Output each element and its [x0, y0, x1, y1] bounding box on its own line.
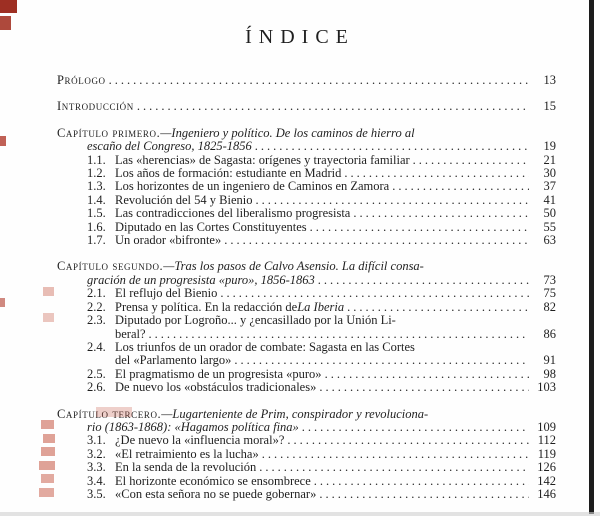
page-number: 55 — [543, 220, 556, 234]
page-number: 142 — [537, 474, 556, 488]
dot-leader — [287, 434, 529, 447]
scan-artifact — [0, 512, 600, 516]
chapter-title: —Tras los pasos de Calvo Asensio. La difícil consa- — [163, 260, 424, 274]
dot-leader — [392, 180, 529, 193]
toc-line — [57, 287, 556, 300]
dot-leader — [259, 461, 529, 474]
page-number: 30 — [543, 167, 556, 181]
toc-entry — [57, 301, 556, 314]
entry-number: 1.4. — [87, 193, 106, 207]
toc-line — [57, 341, 556, 354]
toc-entry — [57, 74, 556, 87]
entry-number: 1.2. — [87, 167, 106, 181]
scan-artifact — [96, 407, 132, 417]
entry-number: 3.4. — [87, 474, 106, 488]
entry-number: 2.6. — [87, 381, 106, 395]
entry-label: Los triunfos de un orador de combate: Sagasta en las Cortes — [115, 340, 415, 354]
chapter-title-runover: rio (1863-1868): «Hagamos política fina» — [87, 420, 299, 434]
toc-line — [57, 475, 556, 488]
toc-entry — [57, 207, 556, 220]
entry-label: «Con esta señora no se puede gobernar» — [115, 487, 317, 501]
chapter-title-runover: gración de un progresista «puro», 1856-1863 — [87, 273, 315, 287]
toc-line — [57, 368, 556, 381]
dot-leader — [413, 154, 529, 167]
toc-entry — [57, 127, 556, 154]
entry-number: 1.6. — [87, 220, 106, 234]
dot-leader — [234, 354, 529, 367]
entry-number: 1.7. — [87, 234, 106, 248]
toc-entry — [57, 234, 556, 247]
entry-number: 3.3. — [87, 461, 106, 475]
entry-number: 3.1. — [87, 434, 106, 448]
toc-entry — [57, 100, 556, 113]
entry-label: Los años de formación: estudiante en Madrid — [115, 167, 342, 181]
entry-label: Diputado por Logroño... y ¿encasillado por la Unión Li- — [115, 314, 396, 328]
toc-line — [57, 100, 556, 113]
scan-artifact — [39, 488, 54, 497]
toc-line — [57, 301, 556, 314]
entry-number: 2.3. — [87, 314, 106, 328]
scan-artifact — [39, 461, 55, 470]
toc-entry — [57, 461, 556, 474]
toc-entry — [57, 180, 556, 193]
page-number: 19 — [543, 140, 556, 154]
dot-leader — [344, 167, 529, 180]
scan-artifact — [0, 298, 5, 307]
toc-line — [57, 127, 556, 140]
toc-line — [57, 140, 556, 153]
dot-leader — [319, 381, 529, 394]
page-number: 41 — [543, 193, 556, 207]
page-number: 63 — [543, 234, 556, 248]
page-number: 119 — [537, 447, 556, 461]
scan-artifact — [41, 474, 54, 483]
toc-line — [57, 154, 556, 167]
entry-label: En la senda de la revolución — [115, 461, 257, 475]
entry-label: El horizonte económico se ensombrece — [115, 474, 311, 488]
dot-leader — [255, 194, 529, 207]
entry-label: El reflujo del Bienio — [115, 287, 218, 301]
scan-artifact — [0, 0, 17, 13]
chapter-title: —Ingeniero y político. De los caminos de hierro al — [160, 126, 415, 140]
dot-leader — [149, 328, 529, 341]
toc-line — [57, 488, 556, 501]
entry-label: De nuevo los «obstáculos tradicionales» — [115, 381, 317, 395]
entry-label: El pragmatismo de un progresista «puro» — [115, 367, 322, 381]
dot-leader — [224, 234, 529, 247]
dot-leader — [353, 207, 529, 220]
scan-artifact — [0, 16, 11, 30]
dot-leader — [319, 488, 529, 501]
page-number: 37 — [543, 180, 556, 194]
page-number: 86 — [543, 327, 556, 341]
toc-line — [57, 434, 556, 447]
scan-artifact — [41, 447, 55, 456]
toc — [57, 74, 556, 501]
dot-leader — [318, 274, 529, 287]
toc-entry — [57, 368, 556, 381]
toc-entry — [57, 488, 556, 501]
toc-entry — [57, 341, 556, 368]
entry-number: 1.3. — [87, 180, 106, 194]
toc-line — [57, 354, 556, 367]
dot-leader — [347, 301, 529, 314]
toc-entry — [57, 314, 556, 341]
dot-leader — [262, 448, 529, 461]
page-number: 82 — [543, 300, 556, 314]
dot-leader — [302, 421, 529, 434]
chapter-title-runover: escaño del Congreso, 1825-1856 — [87, 140, 252, 154]
entry-label: ¿De nuevo la «influencia moral»? — [115, 434, 285, 448]
entry-number: 3.2. — [87, 447, 106, 461]
toc-entry — [57, 475, 556, 488]
chapter-label: Capítulo segundo. — [57, 260, 164, 274]
toc-line — [57, 221, 556, 234]
chapter-label: Capítulo primero. — [57, 126, 161, 140]
toc-entry — [57, 221, 556, 234]
chapter-title: —Lugarteniente de Prim, conspirador y revoluciona- — [161, 407, 429, 421]
toc-line — [57, 234, 556, 247]
dot-leader — [325, 368, 529, 381]
page-number: 50 — [543, 207, 556, 221]
dot-leader — [109, 74, 529, 87]
chapter-label: Capítulo tercero. — [57, 407, 162, 421]
page-number: 13 — [543, 74, 556, 87]
page-number: 112 — [537, 434, 556, 448]
page-number: 98 — [543, 367, 556, 381]
entry-label: Prólogo — [57, 74, 106, 87]
toc-line — [57, 207, 556, 220]
toc-line — [57, 274, 556, 287]
toc-entry — [57, 381, 556, 394]
page-number: 75 — [543, 287, 556, 301]
entry-number: 2.4. — [87, 340, 106, 354]
entry-label-runover: beral? — [115, 327, 146, 341]
toc-line — [57, 328, 556, 341]
dot-leader — [137, 100, 529, 113]
toc-entry — [57, 287, 556, 300]
entry-label: Diputado en las Cortes Constituyentes — [115, 220, 307, 234]
entry-number: 1.1. — [87, 153, 106, 167]
entry-number: 3.5. — [87, 487, 106, 501]
entry-label: «El retraimiento es la lucha» — [115, 447, 259, 461]
page-title: ÍNDICE — [245, 26, 355, 48]
entry-number: 2.1. — [87, 287, 106, 301]
entry-label: Revolución del 54 y Bienio — [115, 193, 253, 207]
scan-artifact — [43, 434, 55, 443]
scan-artifact — [43, 313, 54, 322]
entry-label: Prensa y política. En la redacción de — [115, 300, 298, 314]
page-number: 103 — [537, 381, 556, 395]
entry-label: Las «herencias» de Sagasta: orígenes y trayectoria familiar — [115, 153, 410, 167]
page-number: 146 — [537, 487, 556, 501]
dot-leader — [255, 140, 529, 153]
entry-label: Introducción — [57, 100, 134, 114]
page-number: 21 — [543, 153, 556, 167]
toc-line — [57, 180, 556, 193]
entry-label: Los horizontes de un ingeniero de Caminos en Zamora — [115, 180, 390, 194]
page-number: 109 — [537, 420, 556, 434]
toc-line — [57, 421, 556, 434]
toc-entry — [57, 154, 556, 167]
entry-label-italic: La Iberia — [297, 300, 345, 314]
toc-line — [57, 194, 556, 207]
entry-label: Un orador «bifronte» — [115, 234, 222, 248]
toc-line — [57, 461, 556, 474]
dot-leader — [314, 475, 529, 488]
dot-leader — [220, 287, 529, 300]
toc-entry — [57, 167, 556, 180]
entry-number: 2.2. — [87, 300, 106, 314]
page-number: 126 — [537, 461, 556, 475]
page-number: 91 — [543, 354, 556, 368]
entry-number: 1.5. — [87, 207, 106, 221]
dot-leader — [310, 221, 529, 234]
entry-label: Las contradicciones del liberalismo progresista — [115, 207, 351, 221]
scan-artifact — [41, 420, 54, 429]
toc-line — [57, 167, 556, 180]
toc-entry — [57, 448, 556, 461]
entry-label-runover: del «Parlamento largo» — [115, 354, 232, 368]
page-number: 15 — [543, 100, 556, 114]
toc-line — [57, 74, 556, 87]
toc-entry — [57, 260, 556, 287]
entry-number: 2.5. — [87, 367, 106, 381]
toc-line — [57, 314, 556, 327]
toc-entry — [57, 194, 556, 207]
toc-entry — [57, 434, 556, 447]
scan-artifact — [589, 0, 594, 514]
toc-line — [57, 448, 556, 461]
toc-line — [57, 260, 556, 273]
toc-line — [57, 381, 556, 394]
page-number: 73 — [543, 273, 556, 287]
scan-artifact — [0, 136, 6, 146]
scan-artifact — [43, 287, 54, 296]
